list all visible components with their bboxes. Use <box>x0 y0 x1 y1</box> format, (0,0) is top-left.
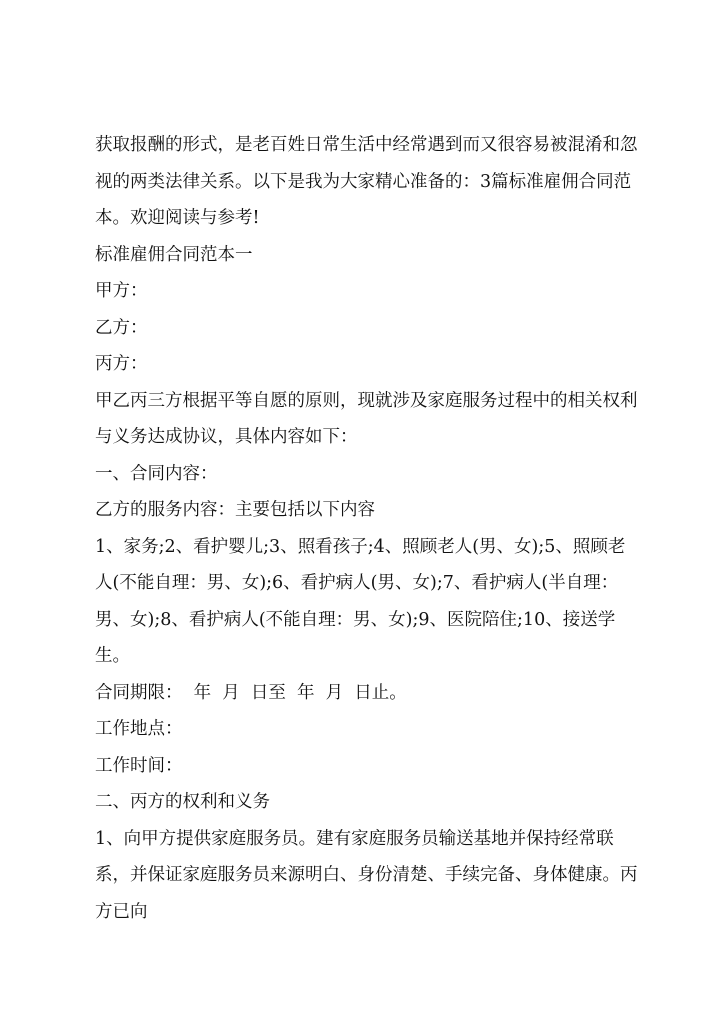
section-title: 标准雇佣合同范本一 <box>95 244 253 265</box>
heading-party-c-rights: 二、丙方的权利和义务 <box>95 792 270 812</box>
document-body <box>95 127 640 930</box>
work-time-line: 工作时间： <box>95 755 183 776</box>
service-content-line: 乙方的服务内容：主要包括以下内容 <box>95 500 375 520</box>
contract-term-line: 合同期限： 年 月 日至 年 月 日止。 <box>95 682 407 703</box>
party-c-duty-paragraph: 1、向甲方提供家庭服务员。建有家庭服务员输送基地并保持经常联系，并保证家庭服务员来源明白、身份清楚、手续完备、身体健康。丙方已向 <box>95 828 638 922</box>
party-b-line: 乙方： <box>95 317 148 338</box>
intro-paragraph: 获取报酬的形式，是老百姓日常生活中经常遇到而又很容易被混淆和忽视的两类法律关系。以下是我为大家精心准备的：3篇标准雇佣合同范本。欢迎阅读与参考! <box>95 135 638 228</box>
work-location-line: 工作地点： <box>95 719 183 739</box>
service-list-paragraph: 1、家务;2、看护婴儿;3、照看孩子;4、照顾老人(男、女);5、照顾老人(不能自理：男、女);6、看护病人(男、女);7、看护病人(半自理：男、女);8、看护病人(不能自理：男、女);9、医院陪住;10、接送学生。 <box>95 536 626 666</box>
agreement-paragraph: 甲乙丙三方根据平等自愿的原则，现就涉及家庭服务过程中的相关权利与义务达成协议，具体内容如下： <box>95 390 638 447</box>
party-a-line: 甲方： <box>95 281 148 301</box>
party-c-line: 丙方： <box>95 354 148 374</box>
heading-contract-content: 一、合同内容： <box>95 463 218 484</box>
